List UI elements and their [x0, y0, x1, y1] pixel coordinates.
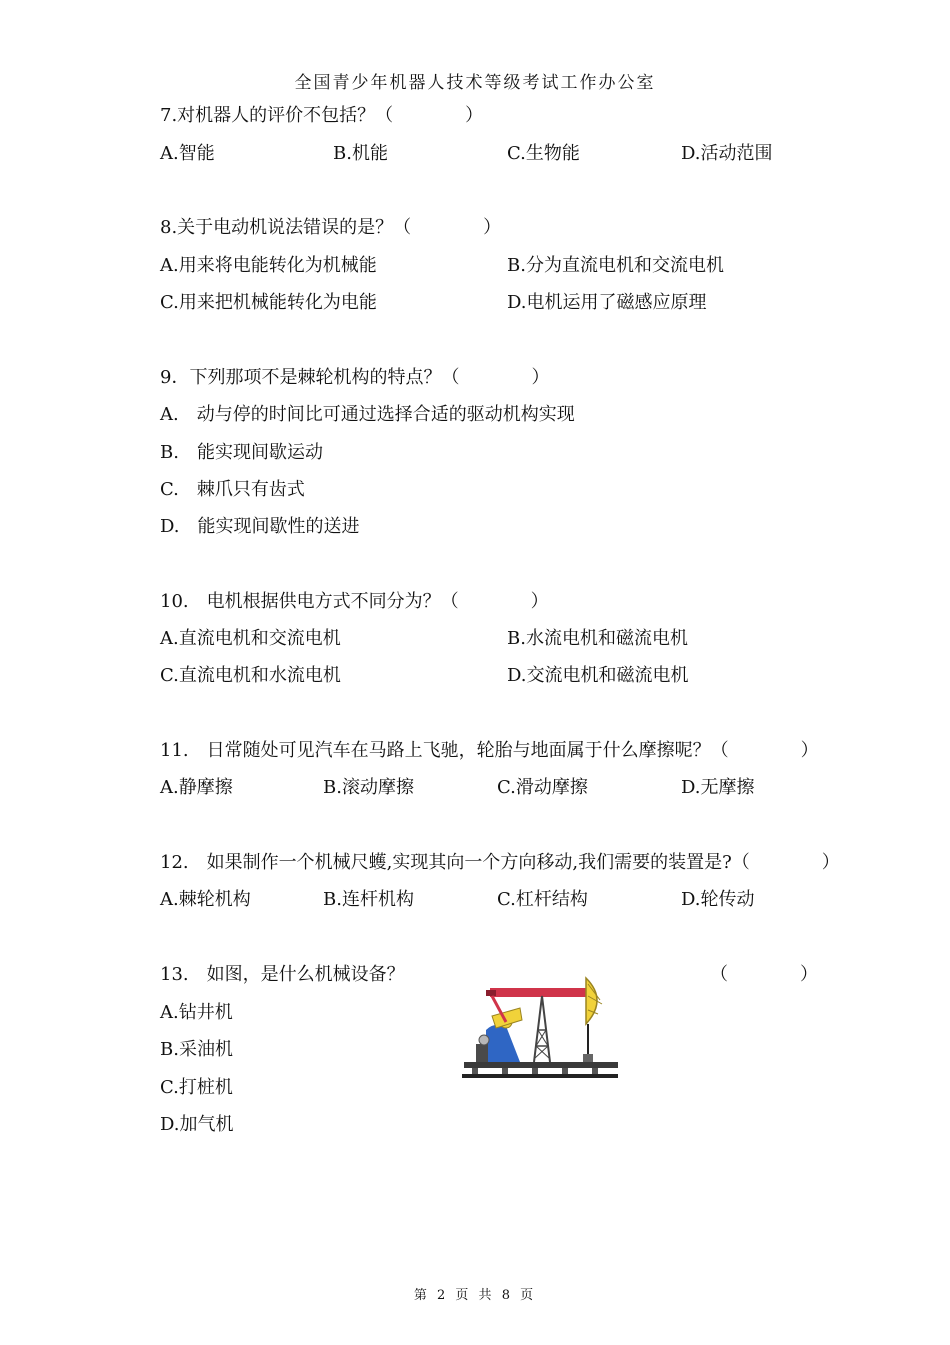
q13-option-c: C.打桩机: [160, 1077, 233, 1098]
page-footer: 第 2 页 共 8 页: [413, 1288, 537, 1303]
q12-option-c: C.杠杆结构: [497, 889, 588, 910]
page-header: 全国青少年机器人技术等级考试工作办公室: [294, 73, 656, 93]
question-10-stem: 10. 电机根据供电方式不同分为？（ ）: [160, 591, 549, 612]
question-11-stem: 11. 日常随处可见汽车在马路上飞驰，轮胎与地面属于什么摩擦呢？（ ）: [160, 740, 819, 761]
q11-option-a: A.静摩擦: [160, 777, 233, 798]
question-12-stem: 12. 如果制作一个机械尺蠖,实现其向一个方向移动,我们需要的装置是?（ ）: [160, 852, 840, 873]
q7-option-d: D.活动范围: [681, 143, 773, 164]
q7-option-b: B.机能: [333, 143, 388, 164]
q12-option-a: A.棘轮机构: [160, 889, 251, 910]
question-8-stem: 8.关于电动机说法错误的是？（ ）: [160, 217, 502, 238]
q13-option-a: A.钻井机: [160, 1002, 233, 1023]
pump-jack-illustration: [462, 970, 622, 1086]
q13-option-d: D.加气机: [160, 1114, 234, 1135]
q8-option-c: C.用来把机械能转化为电能: [160, 292, 377, 313]
q10-option-d: D.交流电机和磁流电机: [507, 665, 689, 686]
q8-option-a: A.用来将电能转化为机械能: [160, 255, 377, 276]
q11-option-b: B.滚动摩擦: [323, 777, 414, 798]
q9-option-c: C. 棘爪只有齿式: [160, 479, 305, 500]
q12-option-b: B.连杆机构: [323, 889, 414, 910]
q9-option-d: D. 能实现间歇性的送进: [160, 516, 360, 537]
q9-option-b: B. 能实现间歇运动: [160, 442, 323, 463]
q8-option-b: B.分为直流电机和交流电机: [507, 255, 724, 276]
q10-option-a: A.直流电机和交流电机: [160, 628, 341, 649]
q10-option-b: B.水流电机和磁流电机: [507, 628, 688, 649]
question-7-stem: 7.对机器人的评价不包括？（ ）: [160, 105, 484, 126]
q8-option-d: D.电机运用了磁感应原理: [507, 292, 707, 313]
q10-option-c: C.直流电机和水流电机: [160, 665, 341, 686]
q11-option-c: C.滑动摩擦: [497, 777, 588, 798]
question-13-stem: 13. 如图，是什么机械设备？: [160, 964, 405, 985]
q7-option-a: A.智能: [160, 143, 215, 164]
q7-option-c: C.生物能: [507, 143, 580, 164]
q13-option-b: B.采油机: [160, 1039, 233, 1060]
q9-option-a: A. 动与停的时间比可通过选择合适的驱动机构实现: [160, 404, 575, 425]
question-9-stem: 9．下列那项不是棘轮机构的特点？（ ）: [160, 367, 550, 388]
q11-option-d: D.无摩擦: [681, 777, 755, 798]
q12-option-d: D.轮传动: [681, 889, 755, 910]
q13-answer-blank: （ ）: [710, 964, 818, 985]
